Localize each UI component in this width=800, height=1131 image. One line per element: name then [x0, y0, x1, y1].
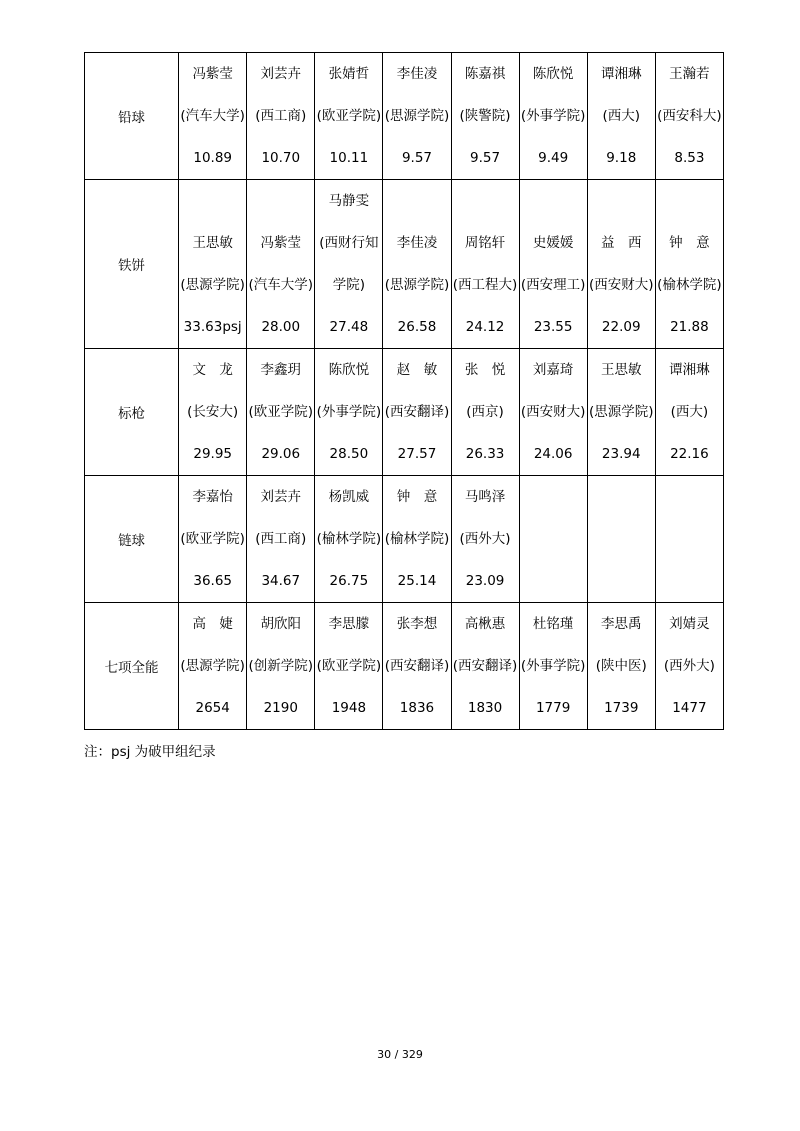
athlete-school: (西大)	[602, 108, 641, 124]
athlete-result: 34.67	[261, 573, 301, 589]
athlete-name: 李思禹	[601, 616, 642, 632]
athlete-result: 1477	[672, 700, 707, 716]
athlete-name: 杨凯威	[328, 489, 370, 505]
athlete-line-3: 学院)	[332, 277, 366, 293]
athlete-result: 9.57	[470, 150, 501, 166]
event-row	[85, 349, 724, 476]
athlete-school: (西外大)	[459, 531, 511, 547]
athlete-result-cell	[519, 53, 587, 180]
athlete-result-cell	[451, 180, 519, 349]
athlete-name: 陈嘉祺	[464, 66, 506, 82]
event-name: 七项全能	[85, 603, 179, 730]
athlete-result-cell	[179, 349, 247, 476]
athlete-result-cell	[655, 476, 723, 603]
athlete-result: 29.06	[261, 446, 301, 462]
athlete-school	[656, 518, 723, 560]
athlete-result-cell	[179, 180, 247, 349]
athlete-result-cell	[315, 476, 383, 603]
athlete-name: 马鸣泽	[464, 489, 506, 505]
athlete-result: 28.50	[329, 446, 369, 462]
athlete-result-cell	[179, 603, 247, 730]
athlete-result: 1739	[604, 700, 639, 716]
athlete-line-2: 周铭轩	[464, 235, 506, 251]
footnote: 注：psj 为破甲组纪录	[84, 744, 216, 760]
athlete-result-cell	[383, 476, 451, 603]
athlete-school: (外事学院)	[520, 108, 586, 124]
athlete-result: 1948	[331, 700, 367, 716]
athlete-name: 张 悦	[464, 362, 506, 378]
athlete-line-4: 24.12	[465, 319, 505, 335]
athlete-name: 李佳凌	[396, 66, 438, 82]
athlete-result-cell	[383, 603, 451, 730]
athlete-line-1	[383, 180, 450, 222]
athlete-result: 25.14	[397, 573, 437, 589]
athlete-line-1: 马静雯	[328, 193, 370, 209]
athlete-line-4: 22.09	[601, 319, 641, 335]
athlete-school: (思源学院)	[180, 658, 245, 674]
athlete-result: 22.16	[670, 446, 709, 462]
athlete-line-2: 冯紫莹	[260, 235, 302, 251]
athlete-school: (西京)	[466, 404, 504, 420]
event-row	[85, 603, 724, 730]
athlete-line-1	[520, 180, 587, 222]
athlete-name: 钟 意	[396, 489, 438, 505]
athlete-school: (西安财大)	[520, 404, 586, 420]
athlete-line-4: 27.48	[329, 319, 369, 335]
athlete-result: 36.65	[193, 573, 233, 589]
athlete-result: 2654	[195, 700, 230, 716]
athlete-name: 胡欣阳	[260, 616, 302, 632]
athlete-result: 27.57	[397, 446, 437, 462]
athlete-line-2: 钟 意	[669, 235, 710, 251]
athlete-result: 10.70	[261, 150, 301, 166]
athlete-name: 文 龙	[192, 362, 233, 378]
event-row	[85, 53, 724, 180]
athlete-result-cell	[655, 180, 723, 349]
athlete-name: 谭湘琳	[601, 66, 642, 82]
athlete-school	[520, 518, 587, 560]
athlete-result: 29.95	[193, 446, 233, 462]
athlete-result: 23.09	[465, 573, 505, 589]
athlete-school: (榆林学院)	[384, 531, 450, 547]
athlete-result-cell	[383, 180, 451, 349]
athlete-name: 刘嘉琦	[532, 362, 574, 378]
athlete-name: 王瀚若	[669, 66, 710, 82]
athlete-result	[588, 560, 655, 602]
athlete-result: 26.33	[465, 446, 505, 462]
athlete-school: (西工商)	[255, 108, 307, 124]
athlete-result: 23.94	[601, 446, 641, 462]
athlete-name: 高楸惠	[464, 616, 506, 632]
athlete-line-4: 21.88	[670, 319, 709, 335]
athlete-result-cell	[451, 476, 519, 603]
athlete-result-cell	[247, 476, 315, 603]
athlete-result-cell	[587, 349, 655, 476]
results-table	[84, 52, 724, 730]
athlete-line-2: 史媛媛	[532, 235, 574, 251]
athlete-school	[588, 518, 655, 560]
athlete-school: (欧亚学院)	[248, 404, 314, 420]
athlete-result: 9.49	[538, 150, 569, 166]
athlete-line-2: 李佳凌	[396, 235, 438, 251]
athlete-school: (陕警院)	[459, 108, 511, 124]
athlete-line-3: (西工程大)	[452, 277, 518, 293]
athlete-result-cell	[587, 476, 655, 603]
athlete-result-cell	[315, 180, 383, 349]
athlete-result-cell	[179, 53, 247, 180]
athlete-line-4: 26.58	[397, 319, 437, 335]
athlete-result-cell	[519, 180, 587, 349]
athlete-line-4: 33.63psj	[183, 319, 242, 335]
athlete-name: 李思朦	[328, 616, 370, 632]
athlete-name: 陈欣悦	[532, 66, 574, 82]
athlete-name: 高 婕	[192, 616, 233, 632]
athlete-name: 王思敏	[601, 362, 642, 378]
athlete-school: (长安大)	[187, 404, 239, 420]
athlete-name: 刘芸卉	[260, 489, 302, 505]
athlete-result: 1830	[467, 700, 503, 716]
athlete-name: 冯紫莹	[192, 66, 233, 82]
athlete-school: (西大)	[670, 404, 709, 420]
athlete-result-cell	[315, 349, 383, 476]
athlete-name: 刘婧灵	[669, 616, 710, 632]
event-row	[85, 180, 724, 349]
athlete-result: 1836	[399, 700, 435, 716]
athlete-name: 杜铭瑾	[532, 616, 574, 632]
athlete-school: (外事学院)	[316, 404, 382, 420]
event-name: 链球	[85, 476, 179, 603]
athlete-line-3: (汽车大学)	[248, 277, 314, 293]
athlete-line-3: (榆林学院)	[657, 277, 722, 293]
athlete-result: 9.57	[401, 150, 432, 166]
athlete-result-cell	[655, 53, 723, 180]
athlete-line-2: 益 西	[601, 235, 642, 251]
athlete-result: 10.89	[193, 150, 233, 166]
athlete-result: 26.75	[329, 573, 369, 589]
athlete-result	[656, 560, 723, 602]
athlete-result-cell	[179, 476, 247, 603]
athlete-line-1	[179, 180, 246, 222]
athlete-name: 张婧哲	[328, 66, 370, 82]
athlete-school: (西外大)	[663, 658, 715, 674]
athlete-school: (欧亚学院)	[316, 658, 382, 674]
athlete-result: 2190	[263, 700, 298, 716]
athlete-result	[520, 560, 587, 602]
athlete-name: 刘芸卉	[260, 66, 302, 82]
athlete-line-1	[452, 180, 519, 222]
athlete-school: (榆林学院)	[316, 531, 382, 547]
athlete-line-3: (思源学院)	[180, 277, 245, 293]
event-name: 铅球	[85, 53, 179, 180]
athlete-name	[520, 476, 587, 518]
athlete-result-cell	[587, 603, 655, 730]
athlete-name: 陈欣悦	[328, 362, 370, 378]
athlete-result-cell	[519, 349, 587, 476]
athlete-result-cell	[383, 349, 451, 476]
athlete-result: 10.11	[329, 150, 369, 166]
athlete-result-cell	[451, 349, 519, 476]
athlete-line-3: (西安理工)	[520, 277, 586, 293]
athlete-school: (外事学院)	[520, 658, 586, 674]
athlete-school: (西安翻译)	[384, 404, 450, 420]
athlete-result-cell	[587, 180, 655, 349]
athlete-school: (欧亚学院)	[180, 531, 245, 547]
athlete-result: 1779	[535, 700, 571, 716]
athlete-result-cell	[247, 349, 315, 476]
athlete-line-1	[656, 180, 723, 222]
athlete-name	[588, 476, 655, 518]
athlete-line-3: (思源学院)	[384, 277, 450, 293]
athlete-result: 24.06	[533, 446, 573, 462]
event-name: 铁饼	[85, 180, 179, 349]
athlete-line-3: (西安财大)	[588, 277, 654, 293]
athlete-school: (欧亚学院)	[316, 108, 382, 124]
athlete-result-cell	[519, 476, 587, 603]
athlete-line-1	[247, 180, 314, 222]
athlete-result-cell	[587, 53, 655, 180]
athlete-name: 张李想	[396, 616, 438, 632]
athlete-school: (思源学院)	[384, 108, 450, 124]
athlete-result-cell	[247, 603, 315, 730]
athlete-school: (创新学院)	[248, 658, 314, 674]
page-number: 30 / 329	[377, 1048, 423, 1061]
athlete-school: (汽车大学)	[180, 108, 245, 124]
athlete-school: (西安翻译)	[452, 658, 518, 674]
athlete-result-cell	[655, 349, 723, 476]
athlete-school: (西安科大)	[657, 108, 722, 124]
event-row	[85, 476, 724, 603]
athlete-result: 9.18	[606, 150, 637, 166]
athlete-school: (西安翻译)	[384, 658, 450, 674]
athlete-line-2: 王思敏	[192, 235, 233, 251]
athlete-school: (思源学院)	[588, 404, 654, 420]
athlete-result-cell	[655, 603, 723, 730]
athlete-line-2: (西财行知	[319, 235, 379, 251]
athlete-line-4: 23.55	[533, 319, 573, 335]
athlete-name: 李鑫玥	[260, 362, 302, 378]
athlete-name: 赵 敏	[396, 362, 438, 378]
athlete-line-4: 28.00	[261, 319, 301, 335]
athlete-result-cell	[383, 53, 451, 180]
athlete-name	[656, 476, 723, 518]
athlete-result-cell	[315, 603, 383, 730]
athlete-result-cell	[451, 53, 519, 180]
athlete-result-cell	[247, 53, 315, 180]
athlete-school: (陕中医)	[595, 658, 647, 674]
athlete-name: 李嘉怡	[192, 489, 233, 505]
athlete-result-cell	[519, 603, 587, 730]
athlete-name: 谭湘琳	[669, 362, 710, 378]
athlete-result-cell	[247, 180, 315, 349]
athlete-result: 8.53	[674, 150, 705, 166]
athlete-result-cell	[451, 603, 519, 730]
athlete-line-1	[588, 180, 655, 222]
athlete-school: (西工商)	[255, 531, 307, 547]
event-name: 标枪	[85, 349, 179, 476]
athlete-result-cell	[315, 53, 383, 180]
